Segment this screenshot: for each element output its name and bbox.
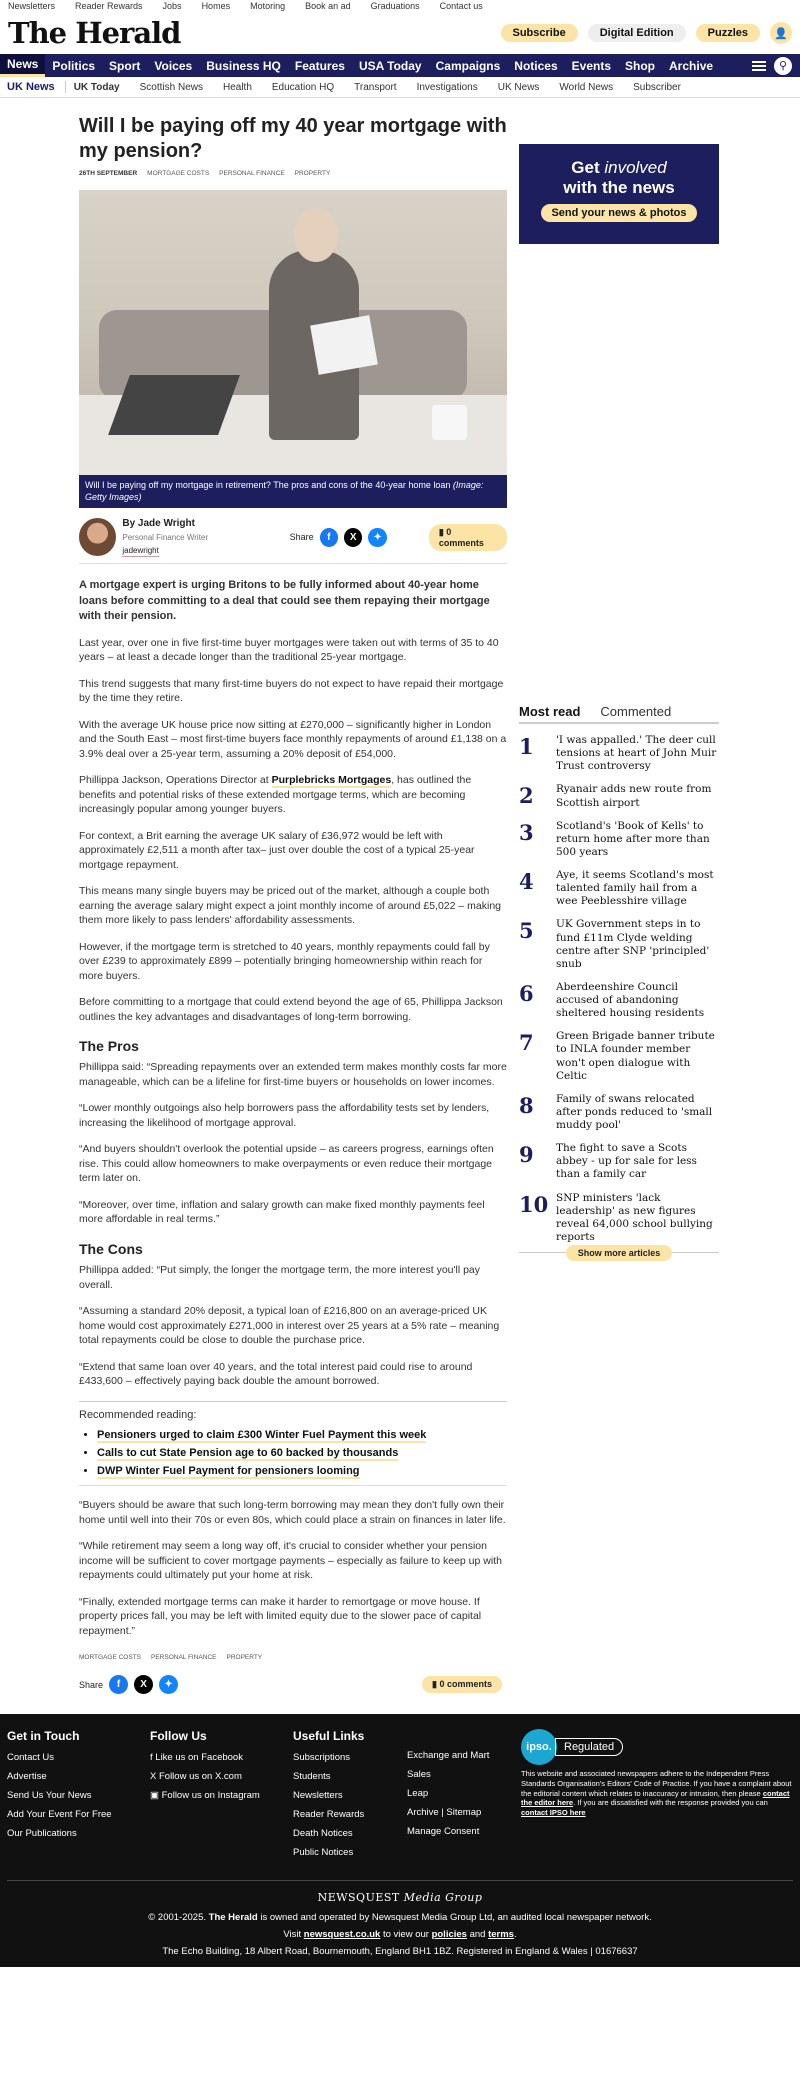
footer-link[interactable]: Add Your Event For Free [7,1809,112,1821]
paragraph: This trend suggests that many first-time buyers do not expect to have repaid their mortgage by the time they retire. [79,677,504,705]
paragraph: However, if the mortgage term is stretched to 40 years, monthly repayments could fall by over £239 to approximately £899 – potentially bringing homeownership within reach for more buyers. [79,940,490,982]
author-handle[interactable]: jadewright [122,546,158,558]
most-read-item[interactable] [519,869,719,908]
most-read-rank: 4 [519,869,534,894]
contact-editor-link[interactable]: contact the editor here [521,1788,790,1808]
paragraph: Phillippa said: “Spreading repayments over an extended term makes monthly costs far more manageable, which can be a lifeline for first-time buyers or households on lower incomes. [79,1061,507,1088]
show-more-button[interactable]: Show more articles [566,1245,673,1261]
subnav-item-uk-today[interactable]: UK Today [73,81,120,93]
utility-link-motoring[interactable]: Motoring [250,1,286,11]
comments-count: 0 comments [439,1679,493,1690]
tab-most-read[interactable]: Most read [519,704,581,719]
most-read-item[interactable] [519,1192,719,1245]
sub-nav [0,77,800,98]
paragraph: “Assuming a standard 20% deposit, a typical loan of £216,800 on an average-priced UK home would cost approximately £271,000 in interest over 25 years at a 5% rate – meaning total repayments could be close to double the purchase price. [79,1305,500,1347]
recommended-reading [79,1401,507,1480]
x-icon[interactable]: X [134,1675,153,1694]
most-read-title: The fight to save a Scots abbey - up for sale for less than a family car [556,1142,697,1181]
most-read-item[interactable] [519,918,719,971]
utility-link-contact-us[interactable]: Contact us [439,1,483,11]
article-title: Will I be paying off my 40 year mortgage with my pension? [79,115,507,162]
footer-link[interactable]: Advertise [7,1771,47,1783]
most-read-item[interactable] [519,981,719,1020]
utility-link-book-an-ad[interactable]: Book an ad [305,1,351,11]
tag-personal-finance[interactable]: PERSONAL FINANCE [151,1654,217,1662]
most-read-item[interactable] [519,1142,719,1181]
paragraph: “And buyers shouldn't overlook the potential upside – as careers progress, earnings often rise. This could allow homeowners to make overpayments or even reduce their mortgage term later on. [79,1143,494,1185]
footer-link[interactable]: Manage Consent [407,1826,480,1838]
site-logo[interactable]: The Herald [8,16,181,50]
share-label: Share [79,1679,104,1690]
footer-link[interactable]: Public Notices [293,1847,354,1859]
recommended-item[interactable]: • Pensioners urged to claim £300 Winter Fuel Payment this week [97,1428,507,1443]
purplebricks-link[interactable]: Purplebricks Mortgages [271,774,392,787]
subnav-item-health[interactable]: Health [222,81,252,93]
author-name[interactable]: By Jade Wright [122,518,195,530]
terms-link[interactable]: terms [488,1929,514,1941]
recommended-item[interactable]: • DWP Winter Fuel Payment for pensioners looming [97,1464,507,1479]
footer-useful-title: Useful Links [293,1729,365,1744]
footer-link[interactable]: Our Publications [7,1828,77,1840]
bluesky-icon[interactable]: ✦ [159,1675,178,1694]
contact-ipso-link[interactable]: contact IPSO here [521,1808,586,1818]
most-read-title: Ryanair adds new route from Scottish airport [556,783,712,809]
footer-link[interactable]: Archive | Sitemap [407,1807,482,1819]
subnav-item-transport[interactable]: Transport [354,81,397,93]
most-read-title: Green Brigade banner tribute to INLA founder member won't open dialogue with Celtic [556,1030,715,1082]
most-read-rank: 3 [519,819,534,845]
paragraph: This means many single buyers may be priced out of the market, although a couple both earning the average salary might expect a joint monthly income of around £5,022 – making them more likely to pass lenders' affordability assessments. [79,885,501,927]
utility-link-jobs[interactable]: Jobs [162,1,182,11]
x-icon[interactable]: X [344,528,362,547]
article-lead: A mortgage expert is urging Britons to be fully informed about 40-year home loans before committing to a deal that could see them repaying their mortgage with their pension. [79,579,490,622]
nav-item-voices[interactable]: Voices [154,58,193,73]
utility-bar [0,0,800,12]
nav-item-business-hq[interactable]: Business HQ [206,58,281,73]
footer-link[interactable]: Leap [407,1788,429,1800]
paragraph: “Lower monthly outgoings also help borrowers pass the affordability tests set by lenders, increasing the likelihood of mortgage approval. [79,1102,490,1129]
facebook-icon[interactable]: f [320,528,338,547]
copyright: © 2001-2025. The Herald is owned and operated by Newsquest Media Group Ltd, an audited local newspaper network. [148,1912,652,1924]
promo-get: Get [571,158,600,177]
tag-mortgage-costs[interactable]: MORTGAGE COSTS [147,170,210,177]
most-read-rank: 5 [519,918,534,944]
paragraph: Before committing to a mortgage that could extend beyond the age of 65, Phillippa Jackson outlines the key advantages and disadvantages of long-term borrowing. [79,996,503,1023]
paragraph: Phillippa added: “Put simply, the longer the mortgage term, the more interest you'll pay overall. [79,1264,481,1291]
nav-item-news[interactable]: News [0,54,45,77]
footer-x-link[interactable]: X Follow us on X.com [150,1771,242,1783]
tab-commented[interactable]: Commented [600,704,672,719]
subnav-item-investigations[interactable]: Investigations [416,81,478,93]
sidebar [519,114,719,1694]
masthead [0,12,800,54]
get-involved-promo [519,144,719,244]
ipso-logo: ipso. [521,1729,557,1765]
nav-item-shop[interactable]: Shop [625,58,656,73]
most-read-rank: 9 [519,1142,534,1168]
footer-follow-title: Follow Us [150,1729,207,1744]
paragraph: “While retirement may seem a long way off, it's crucial to consider whether your pension income will be sufficient to cover mortgage payments – especially as failure to keep up with repayments could ultimately put your home at risk. [79,1540,502,1582]
facebook-icon: f [150,1752,153,1764]
paragraph: Last year, over one in five first-time buyer mortgages were taken out with terms of 35 to 40 years – at least a decade longer than the traditional 25-year mortgage. [79,636,499,664]
utility-link-reader-rewards[interactable]: Reader Rewards [75,1,143,11]
most-read-rank: 1 [519,734,534,759]
most-read-item[interactable] [519,820,719,859]
digital-edition-button[interactable]: Digital Edition [588,24,686,42]
nav-item-usa-today[interactable]: USA Today [358,58,422,73]
ipso-regulated: Regulated [555,1738,623,1756]
most-read-item[interactable] [519,1093,719,1132]
footer-link[interactable]: Exchange and Mart [407,1750,490,1762]
most-read-title: Family of swans relocated after ponds reduced to 'small muddy pool' [556,1092,713,1131]
tag-personal-finance[interactable]: PERSONAL FINANCE [219,170,285,177]
share-bar-bottom [79,1675,507,1694]
nav-item-campaigns[interactable]: Campaigns [435,58,501,73]
main-nav [0,54,800,77]
newsquest-link[interactable]: newsquest.co.uk [303,1929,381,1941]
most-read-rank: 7 [519,1030,534,1056]
byline [79,517,507,563]
author-avatar[interactable] [79,518,116,556]
paragraph: “Extend that same loan over 40 years, and the total interest paid could rise to around £433,600 – effectively paying back double the amount borrowed. [79,1360,473,1388]
masthead-actions [501,22,793,44]
paragraph: With the average UK house price now sitting at £270,000 – significantly higher in London and the South East – most first-time buyers face monthly repayments of around £1,138 on a 3.9% deal over a 25-year term, assuming a 20% deposit of £54,000. [79,718,507,760]
nav-item-notices[interactable]: Notices [514,58,558,73]
footer-link[interactable]: Contact Us [7,1752,54,1764]
hero-image [79,190,507,475]
footer-link[interactable]: Send Us Your News [7,1790,92,1802]
article-end-tags [79,1654,507,1661]
comments-count: 0 comments [438,526,484,548]
footer-link[interactable]: Reader Rewards [293,1809,365,1821]
paragraph: Phillippa Jackson, Operations Director at Purplebricks Mortgages, has outlined the benefits and potential risks of these extended mortgage terms, which are becoming increasingly popular among younger buyers. [79,774,472,816]
footer-get-in-touch-title: Get in Touch [7,1729,80,1744]
footer-link[interactable]: Death Notices [293,1828,353,1840]
nav-item-sport[interactable]: Sport [109,58,141,73]
nav-item-features[interactable]: Features [294,58,345,73]
most-read-rank: 8 [519,1092,534,1118]
puzzles-button[interactable]: Puzzles [696,24,760,42]
search-icon[interactable]: ⚲ [774,57,792,75]
footer-facebook-link[interactable]: f Like us on Facebook [150,1752,243,1764]
subnav-item-education-hq[interactable]: Education HQ [271,81,335,93]
paragraph: For context, a Brit earning the average UK salary of £36,972 would be left with approximately £2,511 a month after tax– just over double the cost of a typical 25-year mortgage repayment. [79,829,475,871]
most-read-title: Scotland's 'Book of Kells' to return home after more than 500 years [556,819,710,858]
comments-button[interactable]: ▮ 0 comments [429,524,507,551]
author-role: Personal Finance Writer [122,532,209,542]
user-icon[interactable]: 👤 [770,22,792,44]
most-read-rank: 10 [519,1191,549,1217]
most-read-item[interactable] [519,734,719,773]
newsquest-logo: NEWSQUEST Media Group [317,1891,483,1905]
subnav-section-title[interactable]: UK News [7,81,66,93]
article-tags [79,170,507,177]
ipso-badge[interactable] [521,1729,793,1765]
instagram-icon: ▣ [150,1790,159,1802]
paragraph: “Buyers should be aware that such long-term borrowing may mean they don't fully own their home until well into their 70s or even 80s, which could place a strain on finances in later life. [79,1499,506,1526]
ipso-text: This website and associated newspapers adhere to the Independent Press Standards Organisation's Editors' Code of Practice. If you have a complaint about the editorial content which relates to inaccuracy or intrusion, then please contact the editor here. If you are dissatisfied with the response provided you can contact IPSO here [521,1769,792,1818]
caption-text: Will I be paying off my mortgage in retirement? The pros and cons of the 40-year home loan [85,480,451,490]
most-read-rank: 2 [519,783,534,809]
share-bar [290,524,507,551]
policies-link[interactable]: policies [431,1929,467,1941]
subscribe-button[interactable]: Subscribe [501,24,578,42]
promo-involved: involved [604,158,667,177]
paragraph: “Finally, extended mortgage terms can make it harder to remortgage or move house. If property prices fall, you may be left with limited equity due to the slower pace of capital repayment.” [79,1595,482,1637]
most-read-title: Aye, it seems Scotland's most talented family hail from a wee Peeblesshire village [556,869,714,908]
tag-property[interactable]: PROPERTY [226,1654,263,1662]
most-read-title: 'I was appalled.' The deer cull tensions at heart of John Muir Trust controversy [556,734,717,773]
footer-link[interactable]: Students [293,1771,331,1783]
utility-link-homes[interactable]: Homes [201,1,231,11]
nav-item-events[interactable]: Events [571,58,612,73]
subnav-item-scottish-news[interactable]: Scottish News [139,81,203,93]
subnav-item-world-news[interactable]: World News [559,81,614,93]
utility-link-newsletters[interactable]: Newsletters [8,1,56,11]
tag-mortgage-costs[interactable]: MORTGAGE COSTS [79,1654,141,1662]
bluesky-icon[interactable]: ✦ [368,528,386,547]
comments-button[interactable]: ▮ 0 comments [422,1676,502,1693]
promo-line2: with the news [563,178,675,197]
nav-item-politics[interactable]: Politics [52,58,96,73]
subnav-item-subscriber[interactable]: Subscriber [633,81,681,93]
most-read-rank: 6 [519,980,534,1006]
footer-link[interactable]: Sales [407,1769,431,1781]
most-read-title: UK Government steps in to fund £11m Clyde welding centre after SNP 'principled' snub [556,918,710,970]
heading-pros: The Pros [79,1038,139,1055]
utility-link-graduations[interactable]: Graduations [370,1,420,11]
tag-property[interactable]: PROPERTY [294,170,331,177]
caption-credit: (Image: Getty Images) [85,480,484,502]
most-read-item[interactable] [519,783,719,809]
article [79,114,507,1694]
facebook-icon[interactable]: f [109,1675,128,1694]
recommended-title: Recommended reading: [79,1408,197,1421]
share-label: Share [289,532,314,543]
heading-cons: The Cons [79,1240,143,1257]
subnav-item-uk-news[interactable]: UK News [497,81,540,93]
footer-link[interactable]: Newsletters [293,1790,343,1802]
visit-line: Visit newsquest.co.uk to view our policies and terms. [283,1929,517,1941]
nav-item-archive[interactable]: Archive [669,58,714,73]
article-date: 26TH SEPTEMBER [79,170,138,177]
recommended-item[interactable]: • Calls to cut State Pension age to 60 backed by thousands [97,1446,507,1461]
most-read-title: Aberdeenshire Council accused of abandoning sheltered housing residents [556,980,705,1020]
footer-link[interactable]: Subscriptions [293,1752,351,1764]
send-news-button[interactable]: Send your news & photos [541,204,696,222]
paragraph: “Moreover, over time, inflation and salary growth can make fixed monthly payments feel more affordable in real terms.” [79,1198,485,1226]
page-content [0,114,800,1694]
most-read [519,704,719,1271]
address: The Echo Building, 18 Albert Road, Bournemouth, England BH1 1BZ. Registered in England & Wales | 01676637 [162,1946,638,1958]
article-body [79,578,507,1638]
footer [0,1714,800,1967]
footer-instagram-link[interactable]: ▣ Follow us on Instagram [150,1790,260,1802]
x-icon: X [150,1771,157,1783]
most-read-title: SNP ministers 'lack leadership' as new figures reveal 64,000 school bullying reports [556,1191,713,1243]
menu-icon[interactable] [752,61,766,71]
image-caption [79,475,507,508]
most-read-item[interactable] [519,1030,719,1083]
